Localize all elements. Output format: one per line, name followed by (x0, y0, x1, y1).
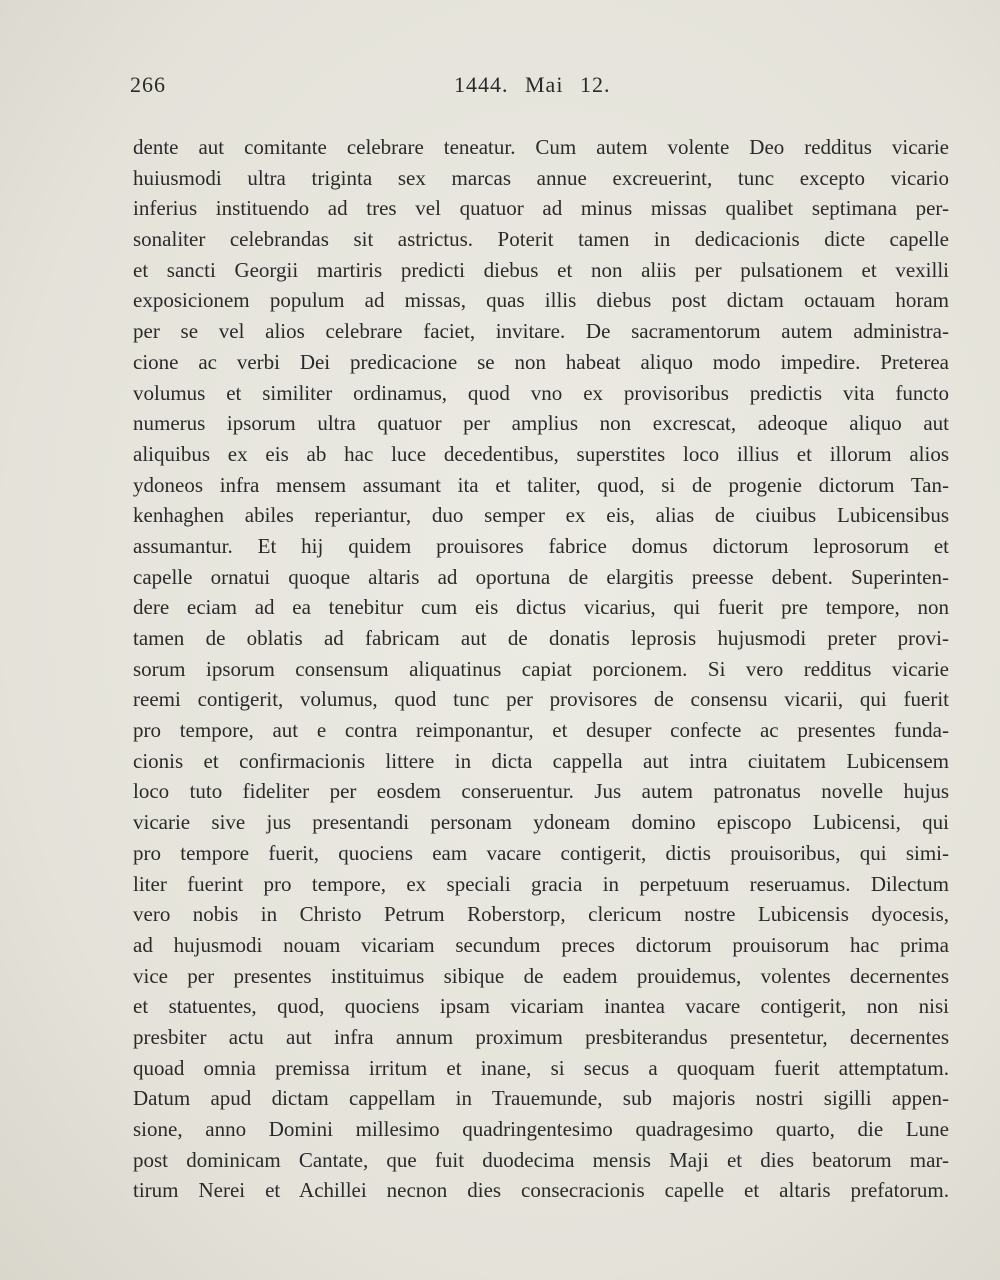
text-line: vicarie sive jus presentandi personam ydoneam domino episcopo Lubicensi, qui (133, 810, 949, 835)
text-line: loco tuto fideliter per eosdem conseruentur. Jus autem patronatus novelle hujus (133, 779, 949, 804)
text-line: inferius instituendo ad tres vel quatuor ad minus missas qualibet septimana per- (133, 196, 949, 221)
text-line: et sancti Georgii martiris predicti diebus et non aliis per pulsationem et vexilli (133, 257, 949, 282)
text-line: kenhaghen abiles reperiantur, duo semper ex eis, alias de ciuibus Lubicensibus (133, 503, 949, 528)
text-line: ad hujusmodi nouam vicariam secundum preces dictorum prouisorum hac prima (133, 932, 949, 957)
text-line: cionis et confirmacionis littere in dicta cappella aut intra ciuitatem Lubicensem (133, 748, 949, 773)
text-line: cione ac verbi Dei predicacione se non habeat aliquo modo impedire. Preterea (133, 349, 949, 374)
text-line: vero nobis in Christo Petrum Roberstorp, clericum nostre Lubicensis dyocesis, (133, 902, 949, 927)
text-line: volumus et similiter ordinamus, quod vno ex provisoribus predictis vita functo (133, 380, 949, 405)
text-line: capelle ornatui quoque altaris ad oportuna de elargitis preesse debent. Superinten- (133, 564, 949, 589)
text-line: liter fuerint pro tempore, ex speciali gracia in perpetuum reseruamus. Dilectum (133, 871, 949, 896)
text-line: pro tempore fuerit, quociens eam vacare contigerit, dictis prouisoribus, qui simi- (133, 840, 949, 865)
body-text (133, 132, 949, 1206)
text-line: assumantur. Et hij quidem prouisores fabrice domus dictorum leprosorum et (133, 533, 949, 558)
page-header (130, 72, 950, 102)
text-line: sorum ipsorum consensum aliquatinus capiat porcionem. Si vero redditus vicarie (133, 656, 949, 681)
text-line: et statuentes, quod, quociens ipsam vicariam inantea vacare contigerit, non nisi (133, 994, 949, 1019)
running-title: 1444. Mai 12. (454, 72, 611, 97)
text-line: presbiter actu aut infra annum proximum presbiterandus presentetur, decernentes (133, 1024, 949, 1049)
text-line: tirum Nerei et Achillei necnon dies consecracionis capelle et altaris prefatorum. (133, 1178, 949, 1203)
text-line: quoad omnia premissa irritum et inane, si secus a quoquam fuerit attemptatum. (133, 1055, 949, 1080)
text-line: exposicionem populum ad missas, quas illis diebus post dictam octauam horam (133, 288, 949, 313)
text-line: huiusmodi ultra triginta sex marcas annue excreuerint, tunc excepto vicario (133, 165, 949, 190)
text-line: sonaliter celebrandas sit astrictus. Poterit tamen in dedicacionis dicte capelle (133, 227, 949, 252)
text-line: numerus ipsorum ultra quatuor per amplius non excrescat, adeoque aliquo aut (133, 411, 949, 436)
text-line: post dominicam Cantate, que fuit duodecima mensis Maji et dies beatorum mar- (133, 1147, 949, 1172)
text-line: ydoneos infra mensem assumant ita et taliter, quod, si de progenie dictorum Tan- (133, 472, 949, 497)
text-line: per se vel alios celebrare faciet, invitare. De sacramentorum autem administra- (133, 319, 949, 344)
text-line: dere eciam ad ea tenebitur cum eis dictus vicarius, qui fuerit pre tempore, non (133, 595, 949, 620)
text-line: aliquibus ex eis ab hac luce decedentibus, superstites loco illius et illorum alios (133, 441, 949, 466)
text-line: reemi contigerit, volumus, quod tunc per provisores de consensu vicarii, qui fuerit (133, 687, 949, 712)
text-line: Datum apud dictam cappellam in Trauemunde, sub majoris nostri sigilli appen- (133, 1086, 949, 1111)
text-line: tamen de oblatis ad fabricam aut de donatis leprosis hujusmodi preter provi- (133, 626, 949, 650)
text-line: vice per presentes instituimus sibique de eadem prouidemus, volentes decernentes (133, 963, 949, 988)
page-number: 266 (130, 72, 166, 97)
text-line: sione, anno Domini millesimo quadringentesimo quadragesimo quarto, die Lune (133, 1117, 949, 1141)
text-line: dente aut comitante celebrare teneatur. Cum autem volente Deo redditus vicarie (133, 135, 949, 159)
text-line: pro tempore, aut e contra reimponantur, et desuper confecte ac presentes funda- (133, 718, 949, 743)
